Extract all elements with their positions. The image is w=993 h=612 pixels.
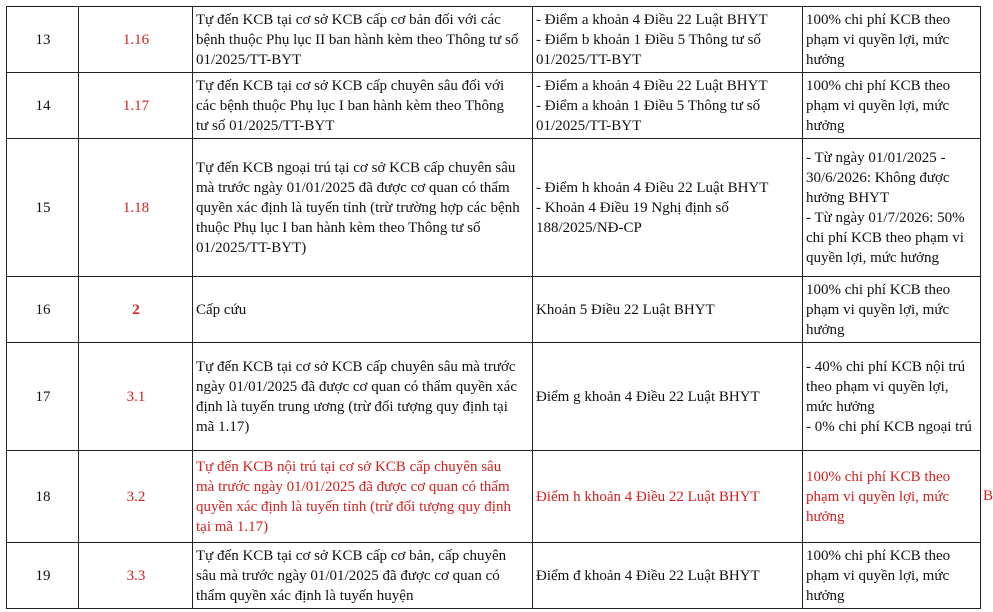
table-row-highlighted [7,451,981,543]
row-number: 15 [7,139,79,277]
row-content: Tự đến KCB ngoại trú tại cơ sở KCB cấp chuyên sâu mà trước ngày 01/01/2025 đã được cơ quan có thẩm quyền xác định là tuyến tỉnh (trừ trường hợp các bệnh thuộc Phụ lục I ban hành kèm theo Thông tư số 01/2025/TT-BYT) [193,139,533,277]
row-code: 3.1 [79,343,193,451]
row-code: 3.2 [79,451,193,543]
row-code: 1.17 [79,73,193,139]
row-content: Tự đến KCB tại cơ sở KCB cấp chuyên sâu đối với các bệnh thuộc Phụ lục I ban hành kèm theo Thông tư số 01/2025/TT-BYT [193,73,533,139]
row-number: 16 [7,277,79,343]
table-row [7,73,981,139]
row-legal-basis: - Điểm h khoản 4 Điều 22 Luật BHYT - Khoản 4 Điều 19 Nghị định số 188/2025/NĐ-CP [533,139,803,277]
row-benefit: 100% chi phí KCB theo phạm vi quyền lợi, mức hưởng [803,543,981,609]
row-legal-basis: - Điểm a khoản 4 Điều 22 Luật BHYT - Điểm b khoản 1 Điều 5 Thông tư số 01/2025/TT-BYT [533,7,803,73]
row-content: Tự đến KCB tại cơ sở KCB cấp cơ bản, cấp chuyên sâu mà trước ngày 01/01/2025 đã được cơ quan có thẩm quyền xác định là tuyến huyện [193,543,533,609]
cut-off-text-fragment: B [983,488,993,504]
table-row [7,7,981,73]
row-benefit: - Từ ngày 01/01/2025 - 30/6/2026: Không được hưởng BHYT - Từ ngày 01/7/2026: 50% chi phí KCB theo phạm vi quyền lợi, mức hưởng [803,139,981,277]
row-legal-basis: - Điểm a khoản 4 Điều 22 Luật BHYT - Điểm a khoản 1 Điều 5 Thông tư số 01/2025/TT-BYT [533,73,803,139]
row-number: 13 [7,7,79,73]
table-row [7,139,981,277]
row-benefit: 100% chi phí KCB theo phạm vi quyền lợi, mức hưởng [803,73,981,139]
row-code: 1.16 [79,7,193,73]
row-content: Cấp cứu [193,277,533,343]
row-number: 14 [7,73,79,139]
row-legal-basis: Khoản 5 Điều 22 Luật BHYT [533,277,803,343]
table-row [7,343,981,451]
row-benefit: 100% chi phí KCB theo phạm vi quyền lợi, mức hưởng [803,277,981,343]
row-number: 18 [7,451,79,543]
table-row [7,543,981,609]
row-code: 2 [79,277,193,343]
row-content: Tự đến KCB tại cơ sở KCB cấp cơ bản đối với các bệnh thuộc Phụ lục II ban hành kèm theo Thông tư số 01/2025/TT-BYT [193,7,533,73]
row-code: 1.18 [79,139,193,277]
row-benefit: 100% chi phí KCB theo phạm vi quyền lợi, mức hưởng [803,7,981,73]
table-body [7,7,981,609]
row-legal-basis: Điểm h khoản 4 Điều 22 Luật BHYT [533,451,803,543]
row-benefit: - 40% chi phí KCB nội trú theo phạm vi quyền lợi, mức hưởng - 0% chi phí KCB ngoại trú [803,343,981,451]
row-code: 3.3 [79,543,193,609]
row-content: Tự đến KCB tại cơ sở KCB cấp chuyên sâu mà trước ngày 01/01/2025 đã được cơ quan có thẩm quyền xác định là tuyến trung ương (trừ đối tượng quy định tại mã 1.17) [193,343,533,451]
row-benefit: 100% chi phí KCB theo phạm vi quyền lợi, mức hưởng [803,451,981,543]
row-legal-basis: Điểm đ khoản 4 Điều 22 Luật BHYT [533,543,803,609]
row-number: 19 [7,543,79,609]
row-legal-basis: Điểm g khoản 4 Điều 22 Luật BHYT [533,343,803,451]
table-row [7,277,981,343]
benefit-table [6,6,981,609]
row-content: Tự đến KCB nội trú tại cơ sở KCB cấp chuyên sâu mà trước ngày 01/01/2025 đã được cơ quan có thẩm quyền xác định là tuyến tỉnh (trừ đối tượng quy định tại mã 1.17) [193,451,533,543]
row-number: 17 [7,343,79,451]
